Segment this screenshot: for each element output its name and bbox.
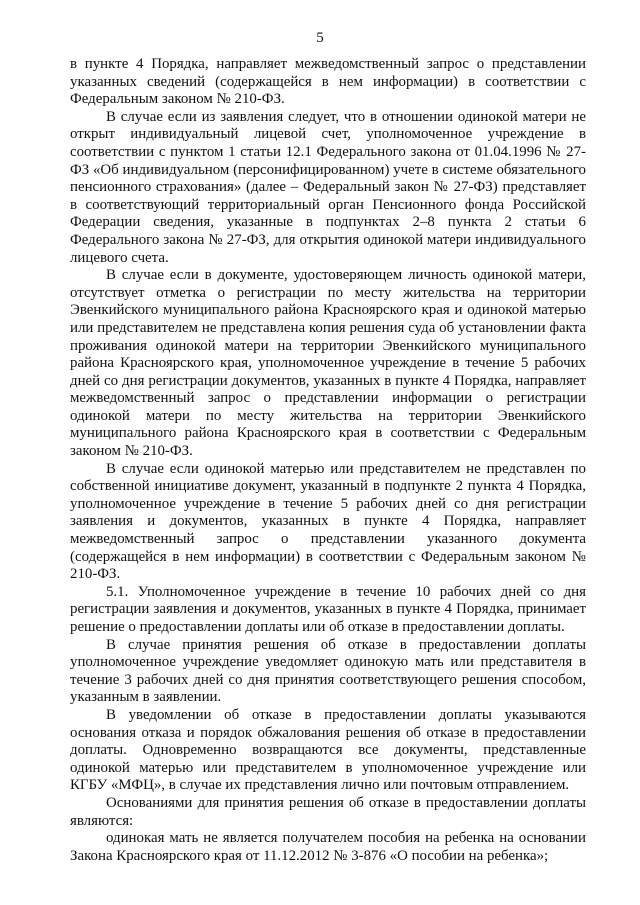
paragraph-refusal-grounds-notice: В уведомлении об отказе в предоставлении доплаты указываются основания отказа и порядок обжалования решения об отказе в предоставлении доплаты. Одновременно возвращаются все документы, представленные одинокой матерью или представителем в уполномоченное учреждение или КГБУ «МФЦ», в случае их представления лично или почтовым отправлением. [70, 706, 586, 794]
paragraph-document-request: В случае если одинокой матерью или представителем не представлен по собственной инициативе документ, указанный в подпункте 2 пункта 4 Порядка, уполномоченное учреждение в течение 5 рабочих дней со дня регистрации заявления и документов, указанных в пункте 4 Порядка, направляет межведомственный запрос о представлении указанного документа (содержащейся в нем информации) в соответствии с Федеральным законом № 210-ФЗ. [70, 460, 586, 583]
paragraph-refusal-grounds-intro: Основаниями для принятия решения об отказе в предоставлении доплаты являются: [70, 794, 586, 829]
paragraph-continuation: в пункте 4 Порядка, направляет межведомственный запрос о представлении указанных сведений (содержащейся в нем информации) в соответствии с Федеральным законом № 210-ФЗ. [70, 56, 586, 108]
paragraph-refusal-notice: В случае принятия решения об отказе в предоставлении доплаты уполномоченное учреждение уведомляет одинокую мать или представителя в течение 3 рабочих дней со дня принятия соответствующего решения способом, указанным в заявлении. [70, 636, 586, 706]
document-body [70, 56, 586, 865]
page-number: 5 [316, 30, 324, 46]
paragraph-personal-account: В случае если из заявления следует, что в отношении одинокой матери не открыт индивидуальный лицевой счет, уполномоченное учреждение в соответствии с пунктом 1 статьи 12.1 Федерального закона от 01.04.1996 № 27-ФЗ «Об индивидуальном (персонифицированном) учете в системе обязательного пенсионного страхования» (далее – Федеральный закон № 27-ФЗ) представляет в соответствующий территориальный орган Пенсионного фонда Российской Федерации сведения, указанные в подпунктах 2–8 пункта 2 статьи 6 Федерального закона № 27-ФЗ, для открытия одинокой матери индивидуального лицевого счета. [70, 108, 586, 266]
paragraph-refusal-ground-1: одинокая мать не является получателем пособия на ребенка на основании Закона Красноярского края от 11.12.2012 № 3-876 «О пособии на ребенка»; [70, 830, 586, 864]
paragraph-5-1-decision: 5.1. Уполномоченное учреждение в течение 10 рабочих дней со дня регистрации заявления и документов, указанных в пункте 4 Порядка, принимает решение о предоставлении доплаты или об отказе в предоставлении доплаты. [70, 583, 586, 635]
paragraph-registration-check: В случае если в документе, удостоверяющем личность одинокой матери, отсутствует отметка о регистрации по месту жительства на территории Эвенкийского муниципального района Красноярского края и одинокой матерью или представителем не представлена копия решения суда об установлении факта проживания одинокой матери на территории Эвенкийского муниципального района Красноярского края, уполномоченное учреждение в течение 5 рабочих дней со дня регистрации документов, указанных в пункте 4 Порядка, направляет межведомственный запрос о представлении информации о регистрации одинокой матери по месту жительства на территории Эвенкийского муниципального района Красноярского края в соответствии с Федеральным законом № 210-ФЗ. [70, 267, 586, 460]
